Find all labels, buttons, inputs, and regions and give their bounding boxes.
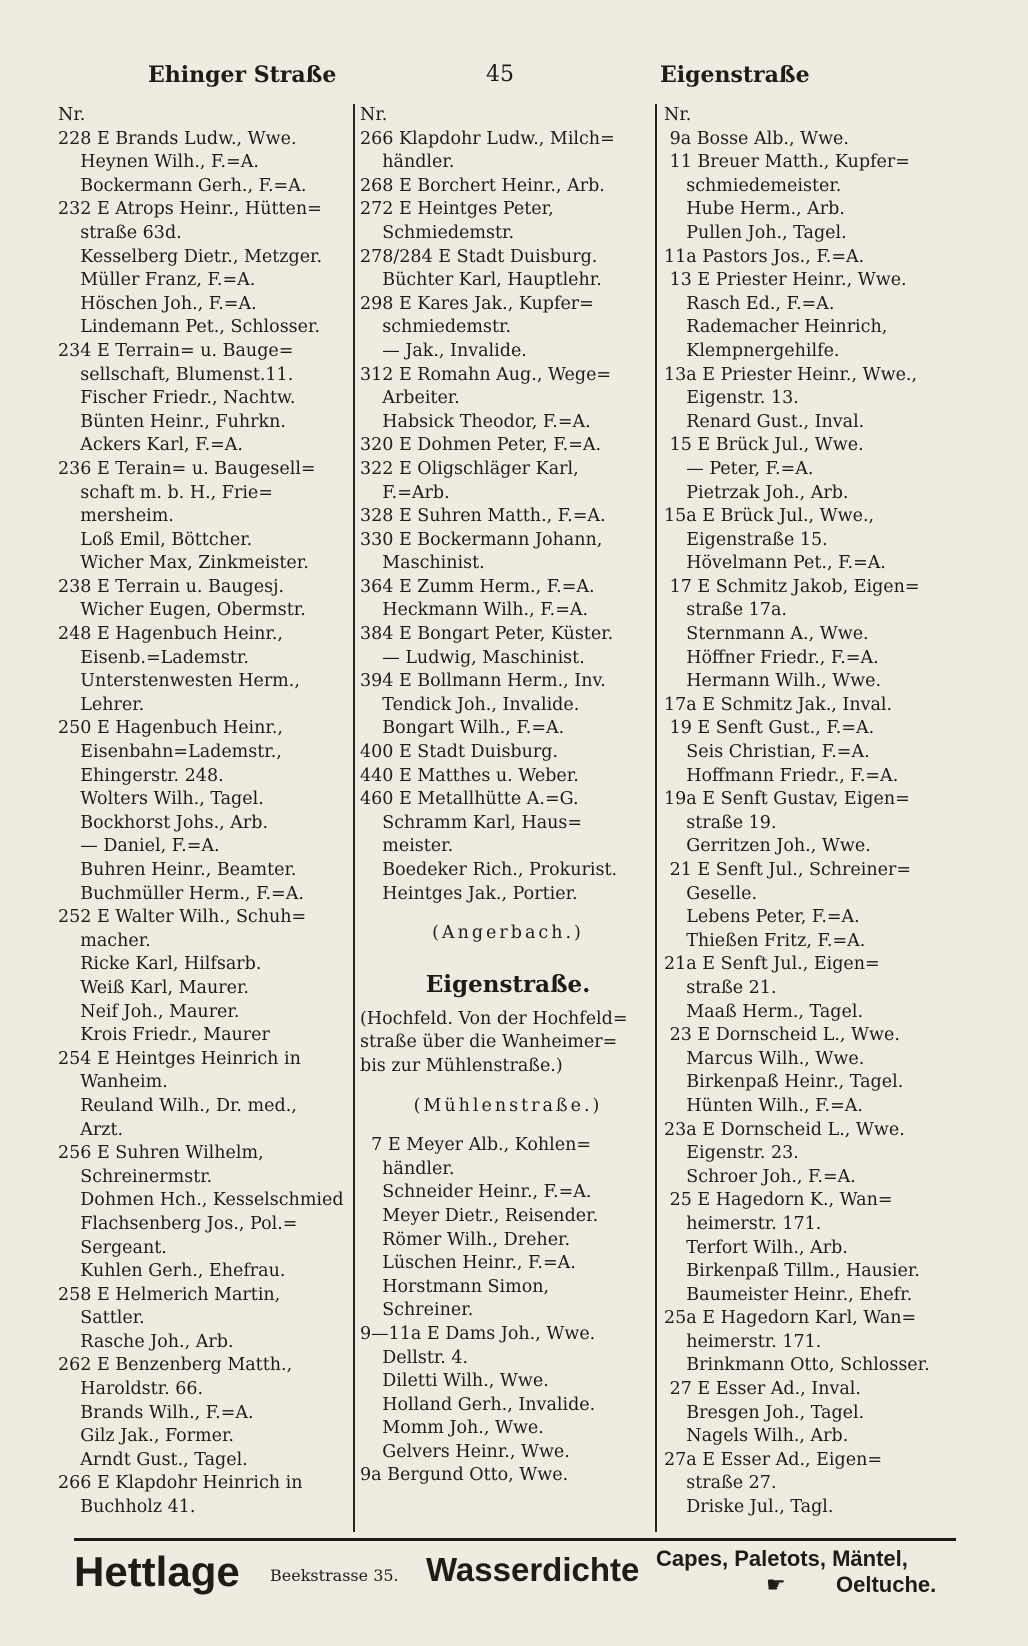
directory-line: Gerritzen Joh., Wwe. [664,836,871,857]
directory-line: Hube Herm., Arb. [664,199,845,220]
column-3 [664,104,959,1520]
directory-line: Pullen Joh., Tagel. [664,222,847,243]
directory-line: Lehrer. [58,694,145,715]
running-head-left: Ehinger Straße [148,62,337,88]
directory-line: Sternmann A., Wwe. [664,624,869,645]
directory-line: sellschaft, Blumenst.11. [58,364,294,385]
directory-line: schmiedemstr. [360,317,512,338]
spacer [360,906,656,922]
directory-line: 400 E Stadt Duisburg. [360,742,559,763]
directory-line: 228 E Brands Ludw., Wwe. [58,128,297,149]
directory-line: Gilz Jak., Former. [58,1426,234,1447]
directory-line: Seis Christian, F.=A. [664,742,870,763]
directory-line: 234 E Terrain= u. Bauge= [58,340,294,361]
directory-line: Wicher Eugen, Obermstr. [58,600,306,621]
directory-line: 21 E Senft Jul., Schreiner= [664,860,912,880]
directory-line: 236 E Terain= u. Baugesell= [58,458,316,479]
directory-line: Rademacher Heinrich, [664,317,888,338]
ad-oeltuche: Oeltuche. [836,1572,937,1597]
directory-line: händler. [360,152,455,173]
directory-line: Höffner Friedr., F.=A. [664,647,879,668]
directory-line: Brinkmann Otto, Schlosser. [664,1355,930,1376]
directory-line: Müller Franz, F.=A. [58,270,256,291]
directory-line: Boedeker Rich., Prokurist. [360,860,618,880]
directory-line: Schreiner. [360,1300,474,1321]
directory-line: 268 E Borchert Heinr., Arb. [360,175,605,196]
column-divider [655,104,657,1532]
directory-line: Hünten Wilh., F.=A. [664,1095,863,1116]
directory-line: 322 E Oligschläger Karl, [360,458,579,479]
directory-line: Schreinermstr. [58,1166,213,1187]
spacer [360,1079,656,1095]
directory-line: Haroldstr. 66. [58,1379,204,1400]
directory-line: 23a E Dornscheid L., Wwe. [664,1119,905,1140]
directory-line: bis zur Mühlenstraße.) [360,1055,563,1076]
column-divider [353,104,355,1532]
directory-line: Bünten Heinr., Fuhrkn. [58,411,286,432]
directory-line: Arzt. [58,1119,124,1140]
directory-line: 25 E Hagedorn K., Wan= [664,1190,893,1211]
directory-line: 254 E Heintges Heinrich in [58,1048,301,1069]
directory-line: Lindemann Pet., Schlosser. [58,317,321,338]
directory-line: Lüschen Heinr., F.=A. [360,1253,576,1274]
directory-line: Heintges Jak., Portier. [360,883,578,904]
directory-line: Rasch Ed., F.=A. [664,293,835,314]
directory-line: Neif Joh., Maurer. [58,1001,240,1022]
directory-line: Klempnergehilfe. [664,340,840,361]
directory-line: Loß Emil, Böttcher. [58,529,253,550]
directory-line: Schramm Karl, Haus= [360,812,583,833]
directory-line: 21a E Senft Jul., Eigen= [664,954,880,975]
directory-line: Holland Gerh., Invalide. [360,1394,596,1415]
directory-line: 17 E Schmitz Jakob, Eigen= [664,576,920,597]
directory-line: 9a Bosse Alb., Wwe. [664,128,849,149]
footer-rule [74,1538,956,1541]
directory-line: straße 17a. [664,600,787,621]
directory-line: — Jak., Invalide. [360,340,527,361]
directory-line: 312 E Romahn Aug., Wege= [360,364,612,385]
directory-line: Weiß Karl, Maurer. [58,977,249,998]
directory-line: 11 Breuer Matth., Kupfer= [664,152,910,173]
directory-line: Kesselberg Dietr., Metzger. [58,246,323,267]
directory-line: 19a E Senft Gustav, Eigen= [664,789,910,810]
directory-line: 252 E Walter Wilh., Schuh= [58,907,307,928]
directory-line: Arbeiter. [360,388,460,409]
directory-line: Lebens Peter, F.=A. [664,907,860,928]
directory-line: 7 E Meyer Alb., Kohlen= [360,1135,592,1156]
directory-line: macher. [58,930,151,951]
directory-line: mersheim. [58,506,174,527]
directory-line: Schneider Heinr., F.=A. [360,1182,592,1203]
directory-line: Diletti Wilh., Wwe. [360,1371,549,1392]
directory-line: Thießen Fritz, F.=A. [664,930,866,951]
directory-line: 238 E Terrain u. Baugesj. [58,576,285,597]
directory-line: Eisenbahn=Lademstr., [58,742,282,763]
directory-line: 460 E Metallhütte A.=G. [360,789,579,810]
directory-line: Höschen Joh., F.=A. [58,293,257,314]
directory-line: Flachsenberg Jos., Pol.= [58,1213,298,1234]
directory-line: 15 E Brück Jul., Wwe. [664,435,864,456]
pointing-hand-icon: ☛ [766,1573,786,1598]
directory-line: Unterstenwesten Herm., [58,671,300,692]
directory-line: Schmiedemstr. [360,222,515,243]
directory-line: Bongart Wilh., F.=A. [360,718,565,739]
directory-line: Bresgen Joh., Tagel. [664,1402,865,1423]
directory-line: 13a E Priester Heinr., Wwe., [664,364,918,385]
directory-line: Maaß Herm., Tagel. [664,1001,864,1022]
directory-line: Ackers Karl, F.=A. [58,435,243,456]
directory-line: Eisenb.=Lademstr. [58,647,249,668]
directory-line: 25a E Hagedorn Karl, Wan= [664,1308,917,1329]
directory-line: händler. [360,1158,455,1179]
directory-line: straße 63d. [58,222,182,243]
directory-line: 232 E Atrops Heinr., Hütten= [58,199,322,220]
directory-line: Buchmüller Herm., F.=A. [58,883,304,904]
directory-line: Geselle. [664,883,758,904]
directory-line: 330 E Bockermann Johann, [360,529,603,550]
directory-line: straße 19. [664,812,777,833]
directory-line: F.=Arb. [360,482,450,503]
directory-line: 298 E Kares Jak., Kupfer= [360,293,594,314]
directory-line: Dohmen Hch., Kesselschmied [58,1190,344,1211]
directory-line: Bockermann Gerh., F.=A. [58,175,307,196]
directory-line: 9a Bergund Otto, Wwe. [360,1465,569,1486]
directory-line: Birkenpaß Tillm., Hausier. [664,1261,920,1282]
directory-line: Buchholz 41. [58,1497,196,1518]
directory-line: 13 E Priester Heinr., Wwe. [664,270,907,291]
section-title: Eigenstraße. [425,970,591,998]
directory-line: 394 E Bollmann Herm., Inv. [360,671,606,692]
ad-address: Beekstrasse 35. [270,1566,399,1585]
directory-line: Meyer Dietr., Reisender. [360,1205,599,1226]
directory-line: 364 E Zumm Herm., F.=A. [360,576,595,597]
directory-line: Sergeant. [58,1237,167,1258]
directory-line: (Mühlenstraße.) [413,1095,603,1116]
directory-line: 384 E Bongart Peter, Küster. [360,624,614,645]
directory-line: 15a E Brück Jul., Wwe., [664,506,875,527]
directory-line: Nr. [664,105,692,125]
directory-line: Rasche Joh., Arb. [58,1331,234,1352]
directory-line: Ehingerstr. 248. [58,765,224,786]
directory-line: 27a E Esser Ad., Eigen= [664,1449,883,1470]
directory-line: Krois Friedr., Maurer [58,1025,270,1046]
directory-line: Wicher Max, Zinkmeister. [58,553,309,574]
directory-line: — Peter, F.=A. [664,458,814,479]
directory-line: Driske Jul., Tagl. [664,1497,834,1518]
directory-line: schmiedemeister. [664,175,842,196]
directory-line: schaft m. b. H., Frie= [58,482,273,503]
directory-line: Nagels Wilh., Arb. [664,1426,849,1447]
directory-line: Hövelmann Pet., F.=A. [664,553,886,574]
directory-line: Terfort Wilh., Arb. [664,1237,848,1258]
directory-line: Birkenpaß Heinr., Tagel. [664,1072,904,1093]
directory-line: 320 E Dohmen Peter, F.=A. [360,435,602,456]
advertisement-footer [74,1546,956,1602]
directory-line: Momm Joh., Wwe. [360,1418,544,1439]
directory-line: Nr. [58,105,86,125]
directory-line: 19 E Senft Gust., F.=A. [664,718,875,739]
directory-line: Hermann Wilh., Wwe. [664,671,882,692]
directory-line: Schroer Joh., F.=A. [664,1166,856,1187]
directory-line: 440 E Matthes u. Weber. [360,765,579,786]
directory-line: Büchter Karl, Hauptlehr. [360,270,602,291]
directory-line: Arndt Gust., Tagel. [58,1449,248,1470]
directory-line: Wolters Wilh., Tagel. [58,789,264,810]
directory-line: Wanheim. [58,1072,168,1093]
spacer [360,1118,656,1134]
directory-line: — Ludwig, Maschinist. [360,647,585,668]
directory-line: Heynen Wilh., F.=A. [58,152,259,173]
directory-line: Eigenstr. 13. [664,388,799,409]
directory-line: 23 E Dornscheid L., Wwe. [664,1025,900,1046]
directory-line: Ricke Karl, Hilfsarb. [58,954,262,975]
directory-line: Fischer Friedr., Nachtw. [58,388,296,409]
directory-line: 248 E Hagenbuch Heinr., [58,624,283,645]
directory-line: straße über die Wanheimer= [360,1032,618,1053]
directory-line: 278/284 E Stadt Duisburg. [360,246,598,267]
column-2 [360,104,656,1488]
directory-line: — Daniel, F.=A. [58,836,220,857]
running-head-right: Eigenstraße [660,62,810,88]
directory-line: Horstmann Simon, [360,1276,550,1297]
directory-line: 256 E Suhren Wilhelm, [58,1143,264,1164]
directory-line: Bockhorst Johs., Arb. [58,812,269,833]
directory-line: 258 E Helmerich Martin, [58,1284,281,1305]
column-1 [58,104,353,1520]
directory-line: Baumeister Heinr., Ehefr. [664,1284,913,1305]
directory-line: Pietrzak Joh., Arb. [664,482,849,503]
directory-line: straße 27. [664,1473,777,1494]
directory-line: Eigenstraße 15. [664,529,828,550]
directory-line: Kuhlen Gerh., Ehefrau. [58,1261,286,1282]
ad-products-line: Capes, Paletots, Mäntel, [656,1546,908,1571]
directory-line: 266 Klapdohr Ludw., Milch= [360,128,615,149]
directory-line: Sattler. [58,1308,145,1329]
directory-line: 27 E Esser Ad., Inval. [664,1379,861,1400]
directory-line: 9—11a E Dams Joh., Wwe. [360,1323,596,1344]
directory-line: (Angerbach.) [432,923,584,944]
directory-line: meister. [360,836,454,857]
directory-line: 250 E Hagenbuch Heinr., [58,718,283,739]
directory-line: Buhren Heinr., Beamter. [58,860,297,880]
directory-line: Maschinist. [360,553,485,574]
directory-line: Eigenstr. 23. [664,1143,799,1164]
directory-line: heimerstr. 171. [664,1213,822,1234]
directory-line: 17a E Schmitz Jak., Inval. [664,694,893,715]
directory-line: Brands Wilh., F.=A. [58,1402,254,1423]
directory-line: Reuland Wilh., Dr. med., [58,1095,297,1116]
directory-line: Habsick Theodor, F.=A. [360,411,591,432]
ad-brand: Hettlage [74,1548,240,1595]
directory-line: 266 E Klapdohr Heinrich in [58,1473,303,1494]
directory-line: 272 E Heintges Peter, [360,199,554,220]
directory-line: Nr. [360,105,388,125]
directory-line: Renard Gust., Inval. [664,411,865,432]
directory-line: Römer Wilh., Dreher. [360,1229,571,1250]
directory-line: 328 E Suhren Matth., F.=A. [360,506,606,527]
directory-line: Gelvers Heinr., Wwe. [360,1441,570,1462]
directory-line: straße 21. [664,977,777,998]
spacer [360,946,656,962]
directory-line: 11a Pastors Jos., F.=A. [664,246,865,267]
directory-line: 262 E Benzenberg Matth., [58,1355,293,1376]
directory-line: Hoffmann Friedr., F.=A. [664,765,899,786]
directory-line: Heckmann Wilh., F.=A. [360,600,589,621]
directory-line: Tendick Joh., Invalide. [360,694,580,715]
directory-line: Marcus Wilh., Wwe. [664,1048,865,1069]
page-number: 45 [486,62,514,87]
ad-slogan: Wasserdichte [426,1551,640,1588]
directory-line: Dellstr. 4. [360,1347,469,1368]
directory-line: (Hochfeld. Von der Hochfeld= [360,1008,628,1029]
directory-line: heimerstr. 171. [664,1331,822,1352]
